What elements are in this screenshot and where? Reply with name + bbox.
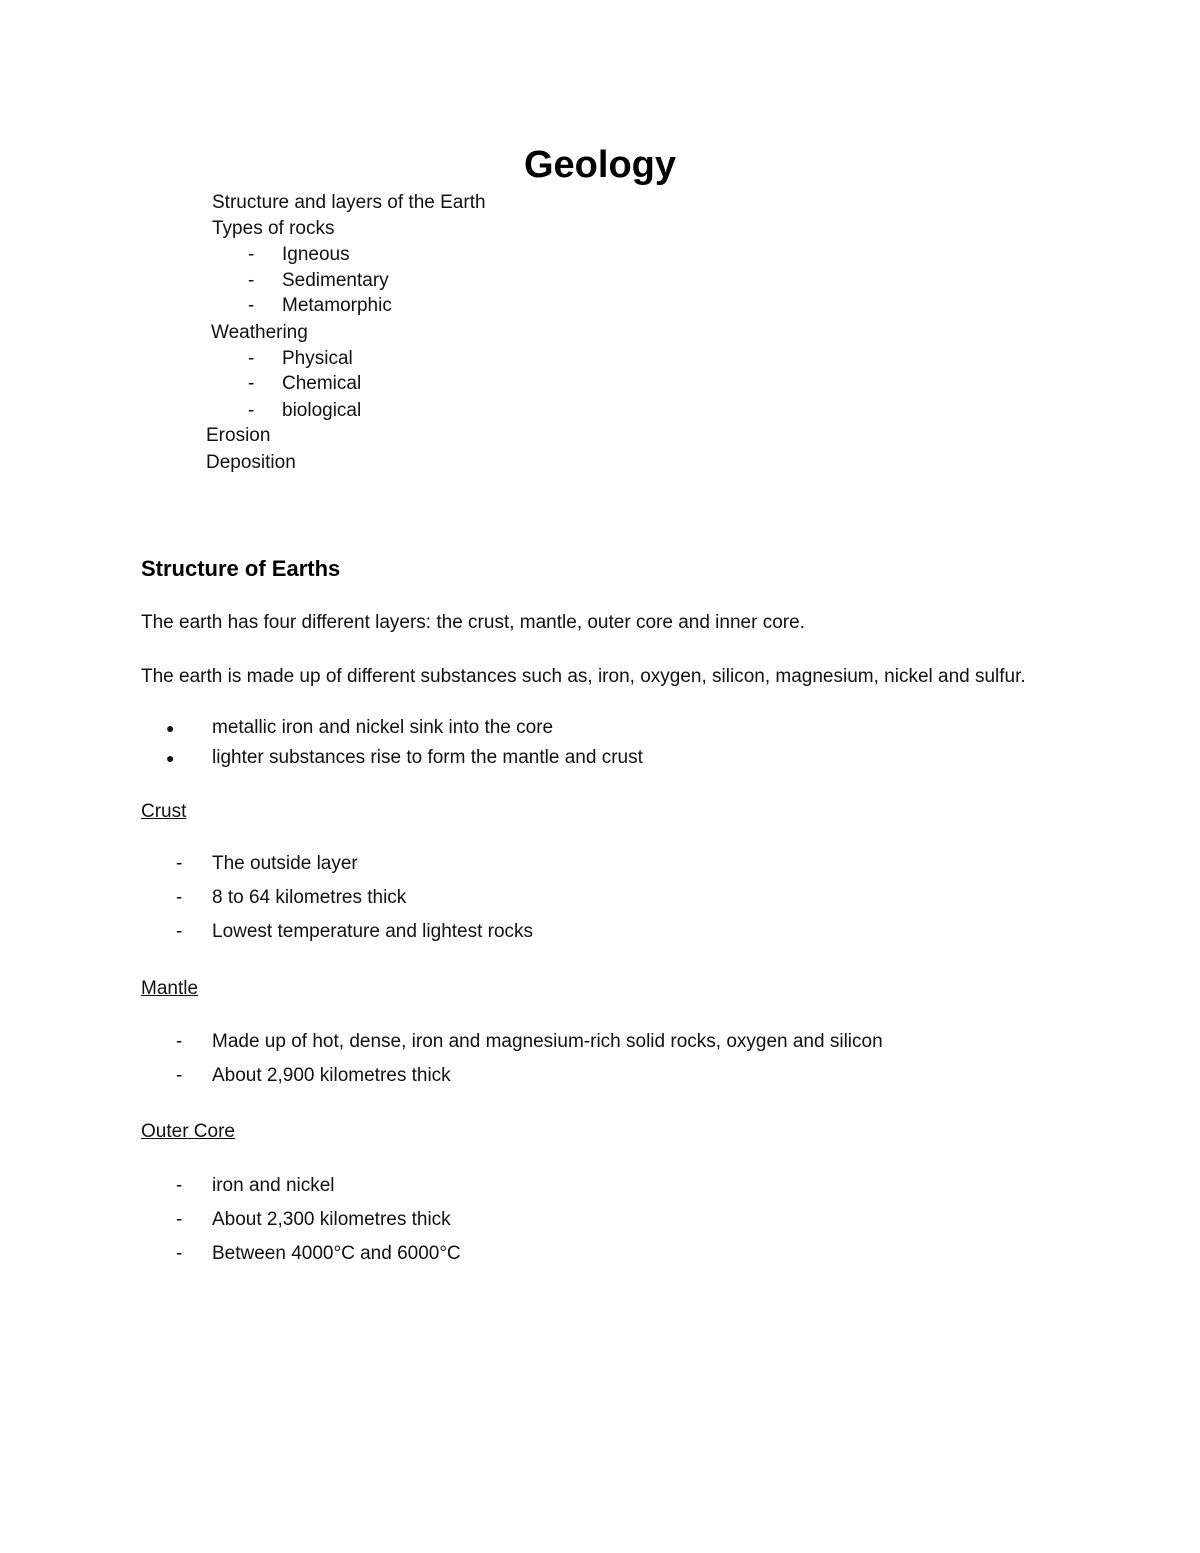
dash-marker: - [176,1175,183,1196]
list-item: Made up of hot, dense, iron and magnesium-rich solid rocks, oxygen and silicon [212,1031,883,1052]
outline-item-weathering: Weathering [211,322,308,343]
dash-marker: - [176,853,183,874]
list-item: About 2,900 kilometres thick [212,1065,451,1086]
outline-item-erosion: Erosion [206,425,271,446]
outline-item-structure: Structure and layers of the Earth [212,192,486,213]
dash-marker: - [176,1243,183,1264]
dash-marker: - [176,1065,183,1086]
dash-marker: - [176,887,183,908]
outline-item-deposition: Deposition [206,452,296,473]
list-item: Lowest temperature and lightest rocks [212,921,534,942]
outline-subitem: Chemical [282,373,362,394]
dash-marker: - [248,348,255,369]
outline-subitem: Igneous [282,244,350,265]
subheading-outer-core: Outer Core [141,1121,235,1142]
list-item: iron and nickel [212,1175,335,1196]
outline-subitem: biological [282,400,362,421]
outline-subitem: Metamorphic [282,295,392,316]
dash-marker: - [176,1209,183,1230]
subheading-mantle: Mantle [141,978,199,999]
dash-marker: - [248,244,255,265]
subheading-crust: Crust [141,801,187,822]
paragraph: The earth has four different layers: the crust, mantle, outer core and inner core. [141,612,805,633]
paragraph: The earth is made up of different substances such as, iron, oxygen, silicon, magnesium, nickel and sulfur. [141,666,1026,687]
dash-marker: - [248,400,255,421]
outline-subitem: Physical [282,348,353,369]
list-item: Between 4000°C and 6000°C [212,1243,461,1264]
outline-item-rocks: Types of rocks [212,218,335,239]
section-heading: Structure of Earths [141,556,341,581]
bullet-item: lighter substances rise to form the mantle and crust [212,747,643,768]
bullet-item: metallic iron and nickel sink into the core [212,717,554,738]
dash-marker: - [248,373,255,394]
dash-marker: - [248,270,255,291]
list-item: About 2,300 kilometres thick [212,1209,451,1230]
list-item: The outside layer [212,853,358,874]
list-item: 8 to 64 kilometres thick [212,887,407,908]
dash-marker: - [176,921,183,942]
document-title: Geology [523,144,677,186]
bullet-marker: ● [166,750,175,766]
dash-marker: - [176,1031,183,1052]
bullet-marker: ● [166,720,175,736]
outline-subitem: Sedimentary [282,270,389,291]
dash-marker: - [248,295,255,316]
